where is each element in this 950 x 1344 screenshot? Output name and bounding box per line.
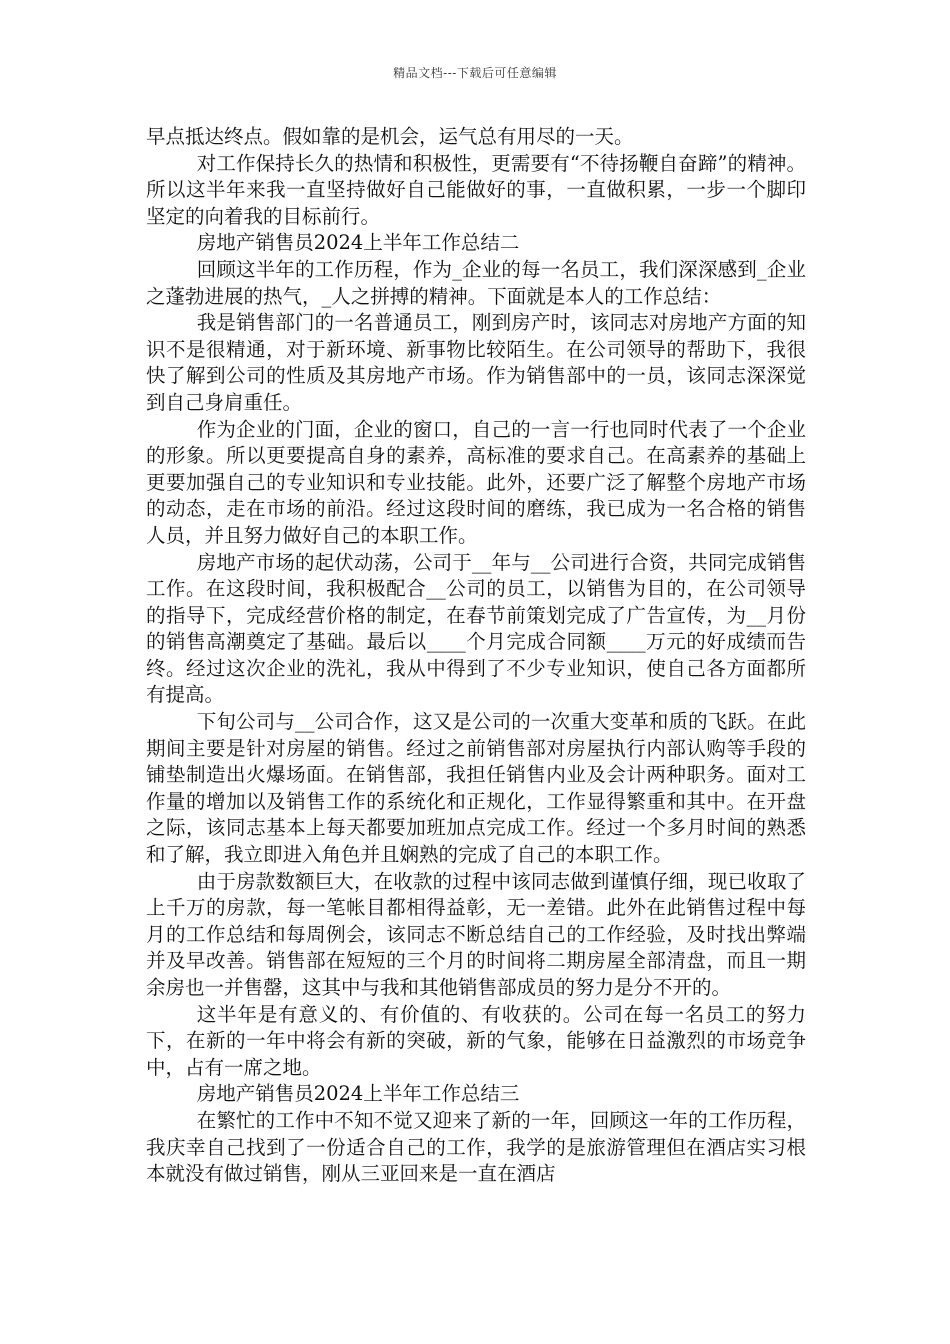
paragraph: 在繁忙的工作中不知不觉又迎来了新的一年，回顾这一年的工作历程，我庆幸自己找到了一份适合自己的工作，我学的是旅游管理但在酒店实习根本就没有做过销售，刚从三亚回来是一直在酒店 bbox=[146, 1108, 806, 1186]
paragraph: 房地产市场的起伏动荡，公司于__年与__公司进行合资，共同完成销售工作。在这段时间，我积极配合__公司的员工，以销售为目的，在公司领导的指导下，完成经营价格的制定，在春节前策划完成了广告宣传，为__月份的销售高潮奠定了基础。最后以____个月完成合同额____万元的好成绩而告终。经过这次企业的洗礼，我从中得到了不少专业知识，使自己各方面都所有提高。 bbox=[146, 550, 806, 707]
paragraph: 这半年是有意义的、有价值的、有收获的。公司在每一名员工的努力下，在新的一年中将会有新的突破，新的气象，能够在日益激烈的市场竞争中，占有一席之地。 bbox=[146, 1002, 806, 1079]
section-heading: 房地产销售员2024上半年工作总结三 bbox=[196, 1082, 520, 1106]
paragraph: 下旬公司与__公司合作，这又是公司的一次重大变革和质的飞跃。在此期间主要是针对房屋的销售。经过之前销售部对房屋执行内部认购等手段的铺垫制造出火爆场面。在销售部，我担任销售内业及会计两种职务。面对工作量的增加以及销售工作的系统化和正规化，工作显得繁重和其中。在开盘之际，该同志基本上每天都要加班加点完成工作。经过一个多月时间的熟悉和了解，我立即进入角色并且娴熟的完成了自己的本职工作。 bbox=[146, 710, 806, 867]
paragraph: 作为企业的门面，企业的窗口，自己的一言一行也同时代表了一个企业的形象。所以更要提高自身的素养，高标准的要求自己。在高素养的基础上更要加强自己的专业知识和专业技能。此外，还要广泛了解整个房地产市场的动态，走在市场的前沿。经过这段时间的磨练，我已成为一名合格的销售人员，并且努力做好自己的本职工作。 bbox=[146, 417, 806, 547]
paragraph: 对工作保持长久的热情和积极性，更需要有“不待扬鞭自奋蹄”的精神。所以这半年来我一直坚持做好自己能做好的事，一直做积累，一步一个脚印坚定的向着我的目标前行。 bbox=[146, 151, 806, 228]
document-body bbox=[146, 124, 806, 1188]
paragraph: 我是销售部门的一名普通员工，刚到房产时，该同志对房地产方面的知识不是很精通，对于新环境、新事物比较陌生。在公司领导的帮助下，我很快了解到公司的性质及其房地产市场。作为销售部中的一员，该同志深深觉到自己身肩重任。 bbox=[146, 311, 806, 414]
paragraph: 由于房款数额巨大，在收款的过程中该同志做到谨慎仔细，现已收取了上千万的房款，每一笔帐目都相得益彰，无一差错。此外在此销售过程中每月的工作总结和每周例会，该同志不断总结自己的工作经验，及时找出弊端并及早改善。销售部在短短的三个月的时间将二期房屋全部清盘，而且一期余房也一并售罄，这其中与我和其他销售部成员的努力是分不开的。 bbox=[146, 869, 806, 999]
paragraph: 回顾这半年的工作历程，作为_企业的每一名员工，我们深深感到_企业之蓬勃进展的热气，_人之拼搏的精神。下面就是本人的工作总结： bbox=[146, 257, 806, 308]
page-header: 精品文档---下载后可任意编辑 bbox=[393, 66, 557, 80]
section-heading: 房地产销售员2024上半年工作总结二 bbox=[196, 231, 520, 255]
paragraph-continuation: 早点抵达终点。假如靠的是机会，运气总有用尽的一天。 bbox=[146, 125, 634, 148]
